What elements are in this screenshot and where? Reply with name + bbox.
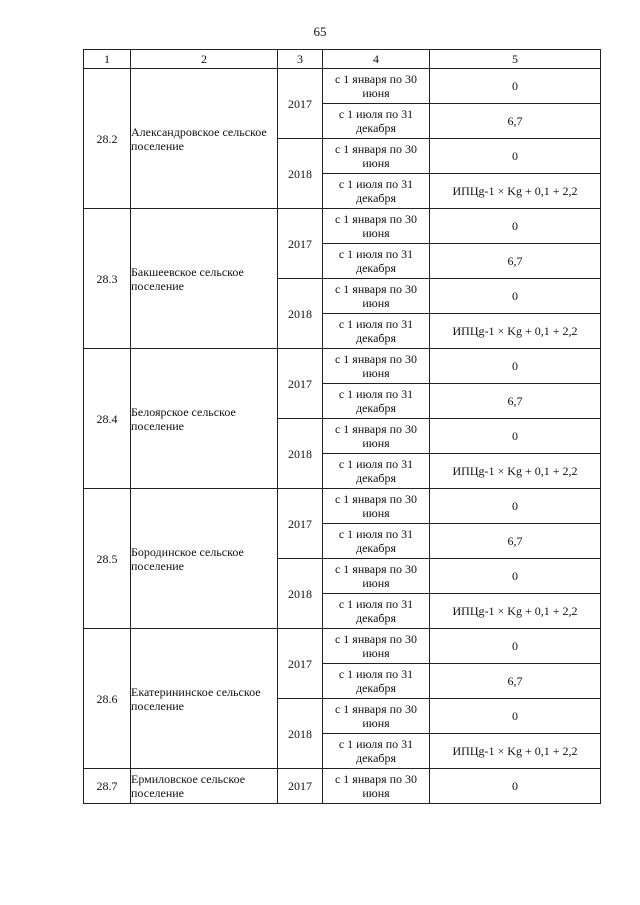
value-cell: 0 [430,279,601,314]
period-cell: с 1 января по 30 июня [323,419,430,454]
value-cell: 6,7 [430,664,601,699]
period-cell: с 1 января по 30 июня [323,769,430,804]
table-row [84,489,601,524]
period-cell: с 1 июля по 31 декабря [323,384,430,419]
table-row [84,349,601,384]
settlement-name: Екатерининское сельское поселение [131,629,278,769]
period-cell: с 1 июля по 31 декабря [323,524,430,559]
period-cell: с 1 января по 30 июня [323,629,430,664]
period-cell: с 1 июля по 31 декабря [323,734,430,769]
value-cell: 6,7 [430,244,601,279]
item-number: 28.2 [84,69,131,209]
settlement-name: Александровское сельское поселение [131,69,278,209]
table-body [84,69,601,804]
period-cell: с 1 июля по 31 декабря [323,594,430,629]
tariff-table [83,49,601,804]
period-cell: с 1 июля по 31 декабря [323,104,430,139]
header-row [84,50,601,69]
table-row [84,769,601,804]
value-cell: 0 [430,349,601,384]
period-cell: с 1 января по 30 июня [323,279,430,314]
table-header [84,50,601,69]
table-row [84,209,601,244]
period-cell: с 1 июля по 31 декабря [323,664,430,699]
table-row [84,69,601,104]
column-header: 3 [278,50,323,69]
year-cell: 2017 [278,209,323,279]
year-cell: 2017 [278,769,323,804]
year-cell: 2018 [278,279,323,349]
value-cell: 0 [430,69,601,104]
value-cell: 0 [430,559,601,594]
item-number: 28.4 [84,349,131,489]
settlement-name: Белоярское сельское поселение [131,349,278,489]
period-cell: с 1 января по 30 июня [323,559,430,594]
value-cell: 0 [430,699,601,734]
item-number: 28.3 [84,209,131,349]
value-cell: 0 [430,139,601,174]
table-row [84,629,601,664]
period-cell: с 1 июля по 31 декабря [323,244,430,279]
item-number: 28.5 [84,489,131,629]
value-cell: 0 [430,769,601,804]
period-cell: с 1 января по 30 июня [323,209,430,244]
value-cell: 0 [430,489,601,524]
value-cell: 6,7 [430,524,601,559]
period-cell: с 1 июля по 31 декабря [323,454,430,489]
value-cell: 6,7 [430,384,601,419]
value-cell: ИПЦg-1 × Kg + 0,1 + 2,2 [430,454,601,489]
column-header: 2 [131,50,278,69]
item-number: 28.7 [84,769,131,804]
column-header: 1 [84,50,131,69]
year-cell: 2017 [278,629,323,699]
year-cell: 2018 [278,699,323,769]
year-cell: 2018 [278,419,323,489]
value-cell: 6,7 [430,104,601,139]
column-header: 5 [430,50,601,69]
value-cell: 0 [430,419,601,454]
item-number: 28.6 [84,629,131,769]
value-cell: ИПЦg-1 × Kg + 0,1 + 2,2 [430,174,601,209]
year-cell: 2017 [278,69,323,139]
period-cell: с 1 января по 30 июня [323,69,430,104]
year-cell: 2017 [278,489,323,559]
page-number: 65 [313,24,327,39]
period-cell: с 1 июля по 31 декабря [323,174,430,209]
year-cell: 2018 [278,139,323,209]
year-cell: 2018 [278,559,323,629]
period-cell: с 1 января по 30 июня [323,349,430,384]
column-header: 4 [323,50,430,69]
period-cell: с 1 января по 30 июня [323,699,430,734]
value-cell: 0 [430,209,601,244]
value-cell: ИПЦg-1 × Kg + 0,1 + 2,2 [430,734,601,769]
period-cell: с 1 июля по 31 декабря [323,314,430,349]
settlement-name: Ермиловское сельское поселение [131,769,278,804]
year-cell: 2017 [278,349,323,419]
value-cell: ИПЦg-1 × Kg + 0,1 + 2,2 [430,314,601,349]
period-cell: с 1 января по 30 июня [323,139,430,174]
period-cell: с 1 января по 30 июня [323,489,430,524]
settlement-name: Бакшеевское сельское поселение [131,209,278,349]
value-cell: 0 [430,629,601,664]
value-cell: ИПЦg-1 × Kg + 0,1 + 2,2 [430,594,601,629]
settlement-name: Бородинское сельское поселение [131,489,278,629]
